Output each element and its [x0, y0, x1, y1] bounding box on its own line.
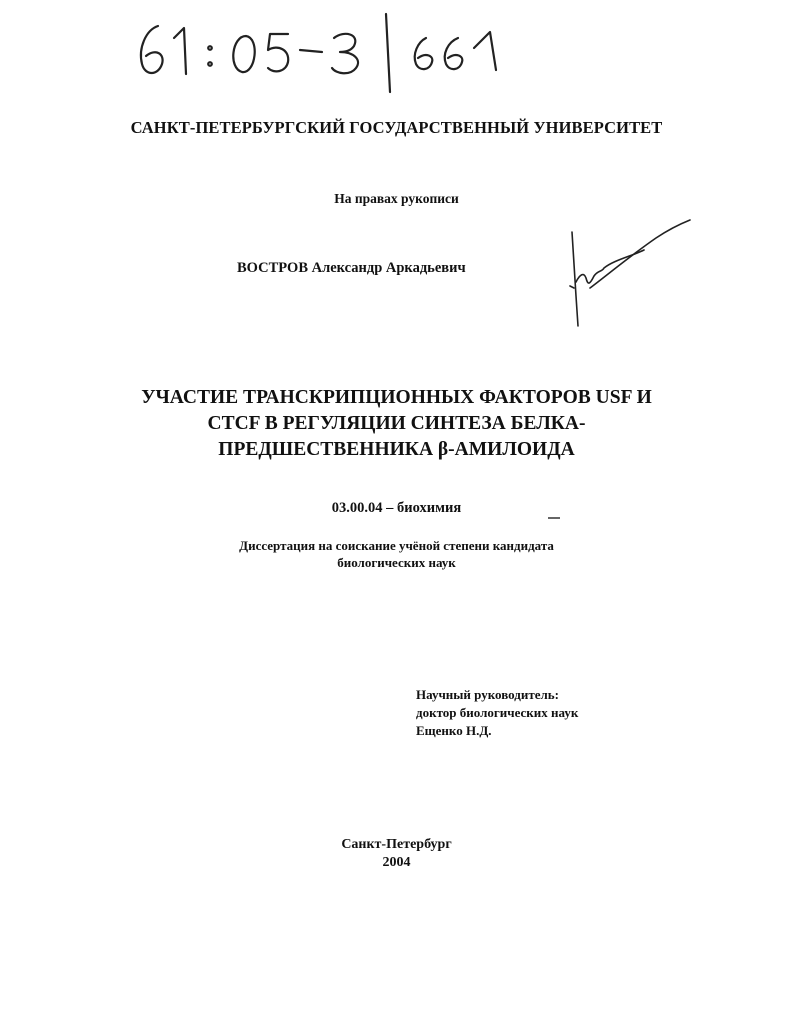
handwritten-catalog-code-drawing [128, 8, 528, 98]
degree-line: Диссертация на соискание учёной степени кандидата [239, 538, 554, 553]
year: 2004 [382, 855, 411, 870]
advisor-line: Научный руководитель: [416, 687, 559, 702]
author-name: ВОСТРОВ Александр Аркадьевич [237, 260, 466, 276]
author-signature [560, 216, 695, 328]
manuscript-note: На правах рукописи [334, 191, 459, 206]
title-line: CTCF В РЕГУЛЯЦИИ СИНТЕЗА БЕЛКА- [207, 413, 586, 434]
city: Санкт-Петербург [341, 837, 452, 852]
advisor-line: доктор биологических наук [416, 705, 579, 720]
place-and-year [0, 836, 793, 872]
author-signature-drawing [560, 216, 695, 328]
title-line: ПРЕДШЕСТВЕННИКА β-АМИЛОИДА [218, 439, 575, 460]
dissertation-title [0, 385, 793, 463]
degree-line: биологических наук [337, 555, 456, 570]
handwritten-catalog-code [128, 8, 528, 98]
specialty-code: 03.00.04 – биохимия [331, 500, 462, 516]
advisor-line: Ещенко Н.Д. [416, 723, 492, 738]
pen-mark [548, 517, 560, 519]
degree-statement [0, 537, 793, 571]
title-line: УЧАСТИЕ ТРАНСКРИПЦИОННЫХ ФАКТОРОВ USF И [141, 387, 652, 408]
scientific-advisor [416, 686, 578, 740]
university-name: САНКТ-ПЕТЕРБУРГСКИЙ ГОСУДАРСТВЕННЫЙ УНИВЕРСИТЕТ [130, 118, 663, 137]
